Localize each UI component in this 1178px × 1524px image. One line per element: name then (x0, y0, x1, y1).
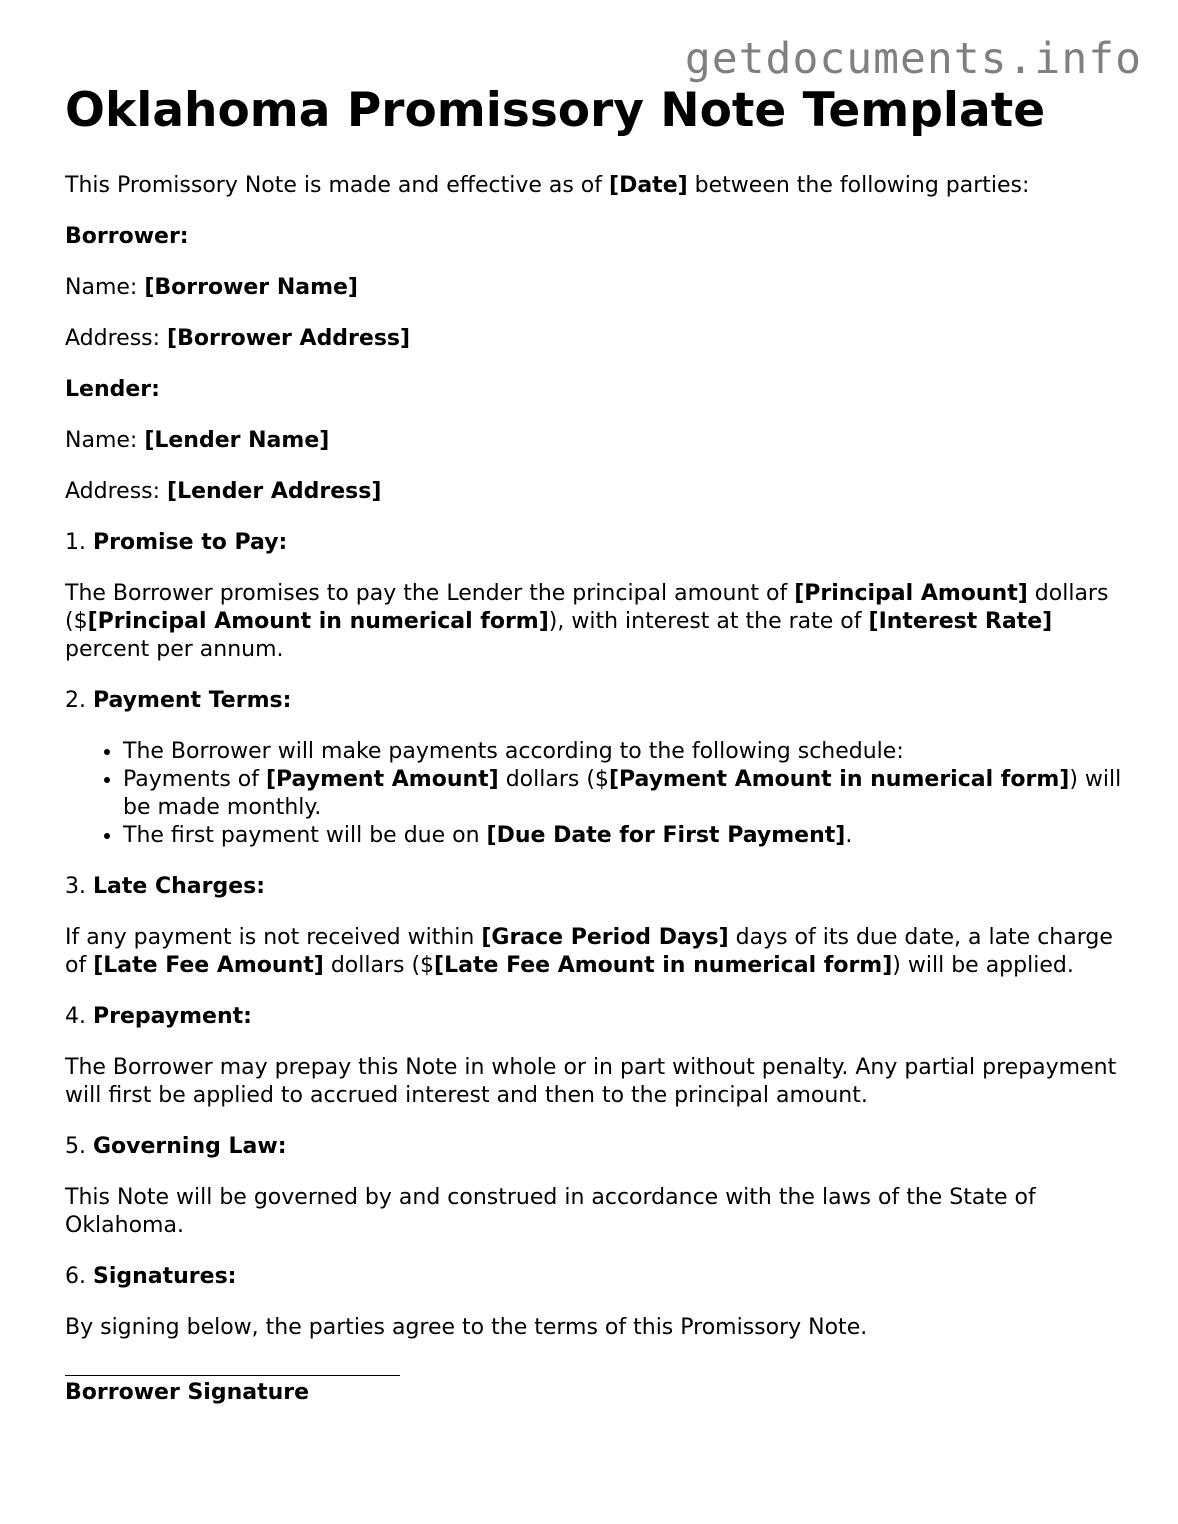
borrower-name-placeholder: [Borrower Name] (144, 275, 358, 301)
section-signatures-text: By signing below, the parties agree to the terms of this Promissory Note. (65, 1315, 868, 1341)
intro-text-before: This Promissory Note is made and effective as of (65, 173, 610, 199)
first-due-date-placeholder: [Due Date for First Payment] (486, 823, 846, 849)
borrower-name-label: Name: (65, 275, 145, 301)
borrower-heading: Borrower: (65, 224, 189, 250)
section-prepayment-text: The Borrower may prepay this Note in whole or in part without penalty. Any partial prepayment will first be applied to accrued interest and then to the principal amount. (65, 1055, 1117, 1109)
lender-address-line (65, 478, 1125, 506)
interest-rate-placeholder: [Interest Rate] (868, 609, 1053, 635)
section-late-text: If any payment is not received within [Grace Period Days] days of its due date, a late charge of [Late Fee Amount] dollars ($[Late Fee Amount in numerical form]) will be applied. (65, 925, 1113, 979)
late-fee-placeholder: [Late Fee Amount] (93, 953, 324, 979)
document-title: Oklahoma Promissory Note Template (65, 83, 1046, 138)
section-law-text: This Note will be governed by and construed in accordance with the laws of the State of Oklahoma. (65, 1185, 1036, 1239)
lender-name-label: Name: (65, 428, 145, 454)
date-placeholder: [Date] (609, 173, 688, 199)
lender-heading: Lender: (65, 377, 160, 403)
principal-amount-placeholder: [Principal Amount] (794, 581, 1028, 607)
principal-numeric-placeholder: [Principal Amount in numerical form] (87, 609, 549, 635)
section-promise-heading: 1. Promise to Pay: (65, 530, 288, 556)
borrower-address-placeholder: [Borrower Address] (167, 326, 411, 352)
borrower-address-line (65, 325, 1125, 353)
intro-text-after: between the following parties: (687, 173, 1030, 199)
late-fee-numeric-placeholder: [Late Fee Amount in numerical form] (434, 953, 893, 979)
section-law-heading: 5. Governing Law: (65, 1134, 287, 1160)
borrower-signature-line (65, 1375, 400, 1376)
grace-period-placeholder: [Grace Period Days] (481, 925, 729, 951)
list-item: • The Borrower will make payments according to the following schedule: (123, 738, 1125, 766)
section-prepayment-heading: 4. Prepayment: (65, 1004, 252, 1030)
lender-name-placeholder: [Lender Name] (144, 428, 330, 454)
section-promise-text: The Borrower promises to pay the Lender the principal amount of [Principal Amount] dollars ($[Principal Amount in numerical form]), with interest at the rate of [Interest Rate] percent per annum. (65, 581, 1109, 663)
list-item: • The first payment will be due on [Due Date for First Payment]. (123, 822, 1125, 850)
borrower-address-label: Address: (65, 326, 168, 352)
lender-address-label: Address: (65, 479, 168, 505)
borrower-signature-label: Borrower Signature (65, 1380, 310, 1406)
document-body (65, 84, 1125, 1407)
borrower-name-line (65, 274, 1125, 302)
lender-name-line (65, 427, 1125, 455)
site-watermark: getdocuments.info (684, 34, 1142, 84)
section-payment-heading: 2. Payment Terms: (65, 688, 292, 714)
payment-terms-list (65, 738, 1125, 850)
payment-numeric-placeholder: [Payment Amount in numerical form] (608, 767, 1070, 793)
section-signatures-heading: 6. Signatures: (65, 1264, 237, 1290)
section-late-heading: 3. Late Charges: (65, 874, 266, 900)
intro-paragraph (65, 172, 1125, 200)
payment-amount-placeholder: [Payment Amount] (265, 767, 499, 793)
list-item: • Payments of [Payment Amount] dollars ($[Payment Amount in numerical form]) will be made monthly. (123, 766, 1125, 822)
lender-address-placeholder: [Lender Address] (167, 479, 382, 505)
